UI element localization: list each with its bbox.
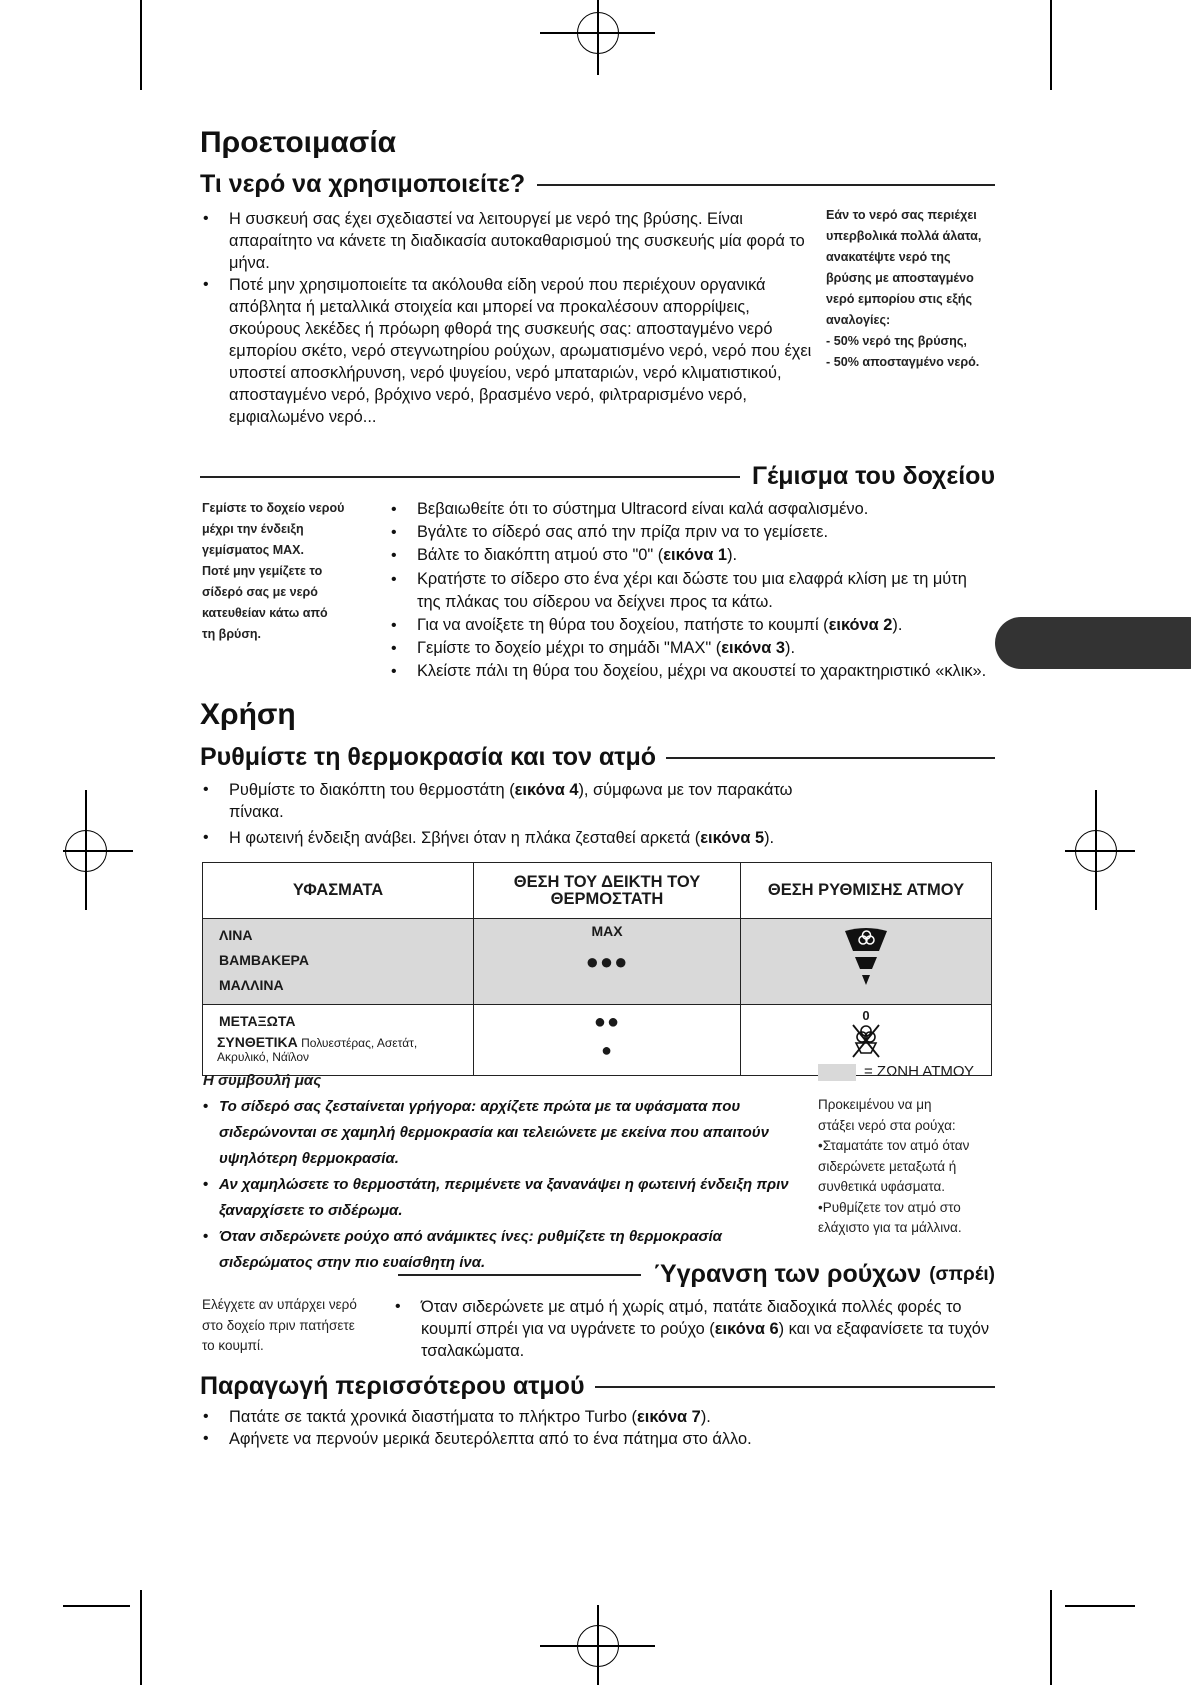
note-line: νερό εμπορίου στις εξής <box>826 292 973 306</box>
list-item: • Αφήνετε να περνούν μερικά δευτερόλεπτα από το ένα πάτημα στο άλλο. <box>200 1428 920 1450</box>
note-line: τη βρύση. <box>202 627 261 641</box>
thermostat-max: MAX <box>591 923 623 939</box>
no-steam-icon <box>849 1023 883 1059</box>
registration-mark <box>597 0 599 75</box>
section-rule <box>537 184 995 186</box>
spray-bullets <box>392 1296 994 1362</box>
figure-ref: εικόνα 2 <box>828 616 893 635</box>
crop-mark <box>140 0 142 90</box>
turbo-bullets <box>200 1406 920 1450</box>
registration-mark <box>597 1605 599 1685</box>
note-line: •Ρυθμίζετε τον ατμό στο <box>818 1199 961 1215</box>
steam-max-icon <box>843 927 889 991</box>
registration-mark <box>1095 790 1097 910</box>
section-rule <box>666 757 995 759</box>
figure-ref: εικόνα 1 <box>663 546 728 565</box>
registration-mark <box>85 790 87 910</box>
tip-title: Η συμβουλή μας <box>203 1072 322 1089</box>
note-line: Εάν το νερό σας περιέχει <box>826 208 977 222</box>
table-cell <box>474 919 741 1005</box>
list-item: • Αν χαμηλώσετε το θερμοστάτη, περιμένετε να ξανανάψει η φωτεινή ένδειξη πριν ξαναρχίσετε το σιδέρωμα. <box>203 1172 813 1224</box>
fabric-table <box>202 862 992 1076</box>
figure-ref: εικόνα 3 <box>721 639 786 658</box>
page-title-use: Χρήση <box>200 698 296 731</box>
item-text: ). <box>764 829 775 847</box>
note-line: ανακατέψτε νερό της <box>826 250 951 264</box>
list-item: • Η συσκευή σας έχει σχεδιαστεί να λειτουργεί με νερό της βρύσης. Είναι απαραίτητο να κάνετε τη διαδικασία αυτοκαθαρισμού της συσκευής μία φορά το μήνα. <box>200 208 820 274</box>
crop-mark <box>1065 1605 1135 1607</box>
list-item <box>388 568 994 614</box>
list-item <box>388 521 994 544</box>
note-line: βρύσης με αποσταγμένο <box>826 271 974 285</box>
item-text: Κλείστε πάλι τη θύρα του δοχείου, μέχρι να ακουστεί το χαρακτηριστικό «κλικ». <box>417 662 987 681</box>
note-line: - 50% αποσταγμένο νερό. <box>826 355 980 369</box>
list-item <box>200 827 840 849</box>
note-line: Ελέγχετε αν υπάρχει νερό <box>202 1297 357 1312</box>
table-cell <box>741 919 992 1005</box>
fabric-detail: Πολυεστέρας, Ασετάτ, Ακρυλικό, Νάϊλον <box>217 1036 418 1064</box>
registration-mark <box>1065 850 1135 852</box>
item-text: Βάλτε το διακόπτη ατμού στο "0" ( <box>417 546 664 565</box>
chapter-tab <box>995 617 1191 669</box>
tip-side-note <box>818 1095 1003 1239</box>
section-water-title: Τι νερό να χρησιμοποιείτε? <box>200 170 526 198</box>
crop-mark <box>140 1590 142 1685</box>
fabric-label: ΒΑΜΒΑΚΕΡΑ <box>219 952 309 968</box>
list-item <box>200 1406 920 1428</box>
item-text: ) και να εξαφανίσετε τα τυχόν τσαλακώματα. <box>421 1320 990 1360</box>
section-spray-heading <box>398 1260 995 1289</box>
note-line: γεμίσματος MAX. <box>202 543 304 557</box>
tip-list <box>203 1094 813 1276</box>
note-line: Προκειμένου να μη <box>818 1097 932 1112</box>
table-cell <box>203 1005 474 1076</box>
section-rule <box>398 1274 641 1276</box>
fabric-label: ΛΙΝΑ <box>219 927 253 943</box>
thermostat-dots: ● <box>601 1040 613 1060</box>
item-text: ). <box>892 616 903 635</box>
page-title-prep: Προετοιμασία <box>200 126 397 159</box>
item-text: Πατάτε σε τακτά χρονικά διαστήματα το πλήκτρο Turbo ( <box>229 1408 637 1426</box>
list-item <box>388 614 994 637</box>
section-rule <box>595 1386 996 1388</box>
list-item <box>388 498 994 521</box>
temp-bullets <box>200 779 840 849</box>
list-item <box>388 637 994 660</box>
note-line: το κουμπί. <box>202 1338 264 1353</box>
item-text: Για να ανοίξετε τη θύρα του δοχείου, πατήστε το κουμπί ( <box>417 616 829 635</box>
fill-bullets <box>388 498 994 684</box>
thermostat-dots: ●● <box>593 1011 621 1033</box>
registration-mark <box>63 850 133 852</box>
section-turbo-title: Παραγωγή περισσότερου ατμού <box>200 1372 585 1400</box>
note-line: - 50% νερό της βρύσης, <box>826 334 967 348</box>
water-side-note <box>826 205 1001 373</box>
list-item: • Ποτέ μην χρησιμοποιείτε τα ακόλουθα είδη νερού που περιέχουν οργανικά απόβλητα ή μεταλλικά στοιχεία και μπορεί να προκαλέσουν απορρίψεις, σκούρους λεκέδες ή πρόωρη φθορά της συσκευής σας: αποσταγμένο νερό εμπορίου σκέτο, νερό στεγνωτηρίου ρούχων, αρωματισμένο νερό, νερό που έχει υποστεί αποσκλήρυνση, νερό ψυγείου, νερό μπαταριών, νερό κλιματιστικού, αποσταγμένο νερό, βρόχινο νερό, βρασμένο νερό, φιλτραρισμένο νερό, εμφιαλωμένο νερό... <box>200 274 820 428</box>
section-rule <box>200 476 740 478</box>
section-fill-heading <box>200 462 995 491</box>
note-line: ελάχιστο για τα μάλλινα. <box>818 1220 962 1235</box>
note-line: στάξει νερό στα ρούχα: <box>818 1117 956 1133</box>
section-temp-heading <box>200 743 995 772</box>
thermostat-dots: ●●● <box>585 949 629 974</box>
section-temp-title: Ρυθμίστε τη θερμοκρασία και τον ατμό <box>200 743 657 771</box>
list-item: • Όταν σιδερώνετε ρούχο από ανάμικτες ίνες: ρυθμίζετε τη θερμοκρασία σιδερώματος στην πιο ευαίσθητη ίνα. <box>203 1224 813 1276</box>
table-row <box>203 919 992 1005</box>
note-line: •Σταματάτε τον ατμό όταν <box>818 1138 970 1153</box>
item-text: Ρυθμίστε το διακόπτη του θερμοστάτη ( <box>229 781 515 799</box>
item-text: ). <box>727 546 738 565</box>
item-text: Βεβαιωθείτε ότι το σύστημα Ultracord είναι καλά ασφαλισμένο. <box>417 500 869 518</box>
fabric-label: ΣΥΝΘΕΤΙΚΑ <box>217 1034 298 1050</box>
item-text: Η φωτεινή ένδειξη ανάβει. Σβήνει όταν η πλάκα ζεσταθεί αρκετά ( <box>229 829 701 847</box>
table-header: ΘΕΣΗ ΤΟΥ ΔΕΙΚΤΗ ΤΟΥ ΘΕΡΜΟΣΤΑΤΗ <box>474 863 741 919</box>
note-line: σιδερώνετε μεταξωτά ή <box>818 1158 957 1174</box>
item-text: ). <box>700 1408 711 1426</box>
figure-ref: εικόνα 7 <box>637 1408 701 1426</box>
fabric-label: ΜΕΤΑΞΩΤΑ <box>219 1013 296 1029</box>
item-text: Γεμίστε το δοχείο μέχρι το σημάδι "MAX" ( <box>417 639 722 658</box>
section-water-heading <box>200 170 995 199</box>
water-bullets <box>200 208 820 428</box>
crop-mark <box>1050 0 1052 90</box>
note-line: συνθετικά υφάσματα. <box>818 1179 946 1194</box>
list-item <box>200 779 840 823</box>
fabric-label: ΜΑΛΛΙΝΑ <box>219 977 284 993</box>
list-item: • Το σίδερό σας ζεσταίνεται γρήγορα: αρχίζετε πρώτα με τα υφάσματα που σιδερώνονται σε χαμηλή θερμοκρασία και τελειώνετε με εκείνα που απαιτούν υψηλότερη θερμοκρασία. <box>203 1094 813 1172</box>
legend-text: = ΖΩΝΗ ΑΤΜΟΥ <box>864 1063 975 1080</box>
spray-side-note <box>202 1295 392 1357</box>
table-header: ΥΦΑΣΜΑΤΑ <box>203 863 474 919</box>
crop-mark <box>63 1605 130 1607</box>
figure-ref: εικόνα 5 <box>700 829 765 847</box>
figure-ref: εικόνα 4 <box>514 781 579 799</box>
table-cell <box>474 1005 741 1076</box>
note-line: σίδερό σας με νερό <box>202 585 318 599</box>
section-fill-title: Γέμισμα του δοχείου <box>751 462 995 490</box>
steam-zero-label: 0 <box>862 1008 870 1023</box>
crop-mark <box>1050 1590 1052 1685</box>
item-text: Όταν σιδερώνετε με ατμό ή χωρίς ατμό, πατάτε διαδοχικά πολλές φορές το κουμπί σπρέι για να υγράνετε το ρούχο ( <box>421 1298 962 1338</box>
list-item <box>388 544 994 567</box>
list-item <box>388 660 994 683</box>
item-text: Βγάλτε το σίδερό σας από την πρίζα πριν να το γεμίσετε. <box>417 523 829 542</box>
note-line: Γεμίστε το δοχείο νερού <box>202 501 345 515</box>
section-turbo-heading <box>200 1372 995 1401</box>
figure-ref: εικόνα 6 <box>714 1320 779 1338</box>
note-line: στο δοχείο πριν πατήσετε <box>202 1317 355 1333</box>
section-spray-suffix: (σπρέι) <box>929 1263 995 1285</box>
note-line: αναλογίες: <box>826 313 891 327</box>
note-line: μέχρι την ένδειξη <box>202 522 304 536</box>
note-line: κατευθείαν κάτω από <box>202 606 328 620</box>
legend-swatch <box>818 1064 856 1081</box>
list-item <box>392 1296 994 1362</box>
table-cell <box>203 919 474 1005</box>
item-text: ). <box>785 639 796 658</box>
note-line: υπερβολικά πολλά άλατα, <box>826 229 982 243</box>
item-text: Κρατήστε το σίδερο στο ένα χέρι και δώστε του μια ελαφρά κλίση με τη μύτη της πλάκας του σίδερου να δείχνει προς τα κάτω. <box>417 569 967 611</box>
section-spray-title: Ύγρανση των ρούχων <box>653 1260 922 1288</box>
note-line: Ποτέ μην γεμίζετε το <box>202 564 323 578</box>
table-header: ΘΕΣΗ ΡΥΘΜΙΣΗΣ ΑΤΜΟΥ <box>741 863 992 919</box>
fill-side-note <box>202 498 382 645</box>
item-text: ), σύμφωνα με τον παρακάτω πίνακα. <box>229 781 793 821</box>
